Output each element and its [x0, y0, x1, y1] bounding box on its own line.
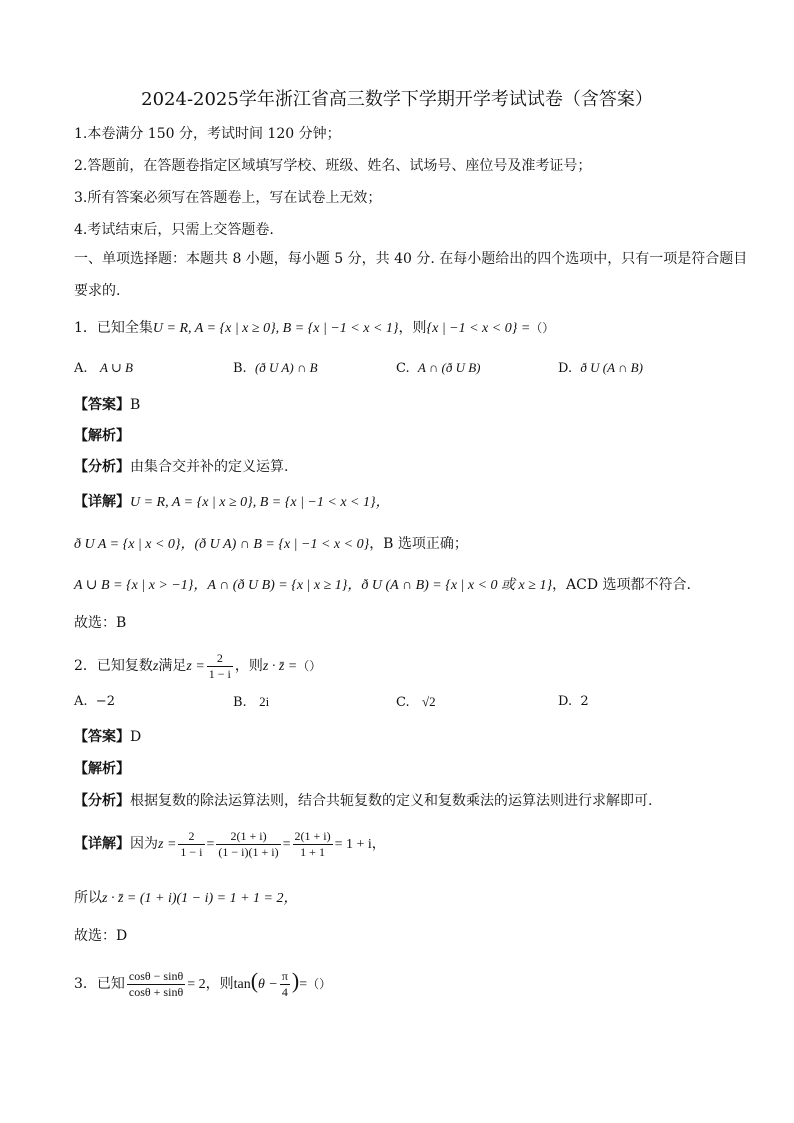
q1-analysis: 【解析】: [74, 428, 130, 444]
question-3: 3．已知 $\frac{\cos\theta - \sin\theta}{\cos\theta + \sin\theta}$ = 2，则tan(θ − $\frac{\pi}{4}$ )=（）: [74, 968, 332, 999]
q2-fenxi: 【分析】根据复数的除法运算法则，结合共轭复数的定义和复数乘法的运算法则进行求解即可.: [74, 793, 653, 809]
q1-prefix: 1．已知全集: [74, 320, 153, 336]
instruction-2: 2.答题前，在答题卷指定区域填写学校、班级、姓名、试场号、座位号及准考证号；: [74, 158, 592, 174]
q1-mid: ，则: [398, 320, 427, 336]
q1-target: {x | −1 < x < 0} =: [426, 321, 531, 336]
q1-option-a: A. A ∪ B: [74, 360, 133, 376]
question-1: [74, 317, 724, 340]
q1-detail-2: ð U A = {x | x < 0}，(ð U A) ∩ B = {x | −1 < x < 0}，B 选项正确；: [74, 536, 468, 552]
q2-option-a: A. −2: [74, 694, 115, 709]
section-heading-cont: 要求的.: [74, 283, 121, 299]
instruction-3: 3.所有答案必须写在答题卷上，写在试卷上无效；: [74, 190, 382, 206]
q2-option-d: D. 2: [558, 694, 589, 709]
q2-option-b: B. 2i: [233, 694, 270, 710]
q1-fenxi: 【分析】由集合交并补的定义运算.: [74, 459, 289, 475]
q1-paren: （）: [530, 321, 555, 335]
q1-choose: 故选：B: [74, 615, 127, 631]
instruction-4: 4.考试结束后，只需上交答题卷.: [74, 222, 274, 238]
q1-option-b: B. (ð U A) ∩ B: [233, 360, 318, 376]
q2-detail-2: 所以z · z̄ = (1 + i)(1 − i) = 1 + 1 = 2，: [74, 890, 298, 906]
q2-option-c: C. √2: [396, 694, 436, 710]
question-2: 2．已知复数z满足z = $\frac{2}{1 - i}$ ，则z · z̄ =（）: [74, 650, 322, 681]
q2-answer: 【答案】D: [74, 729, 142, 745]
instruction-1: 1.本卷满分 150 分，考试时间 120 分钟；: [74, 126, 341, 142]
q1-detail-1: 【详解】U = R, A = {x | x ≥ 0}, B = {x | −1 < x < 1}，: [74, 494, 390, 510]
q1-option-d: D. ð U (A ∩ B): [558, 360, 643, 376]
q1-sets: U = R, A = {x | x ≥ 0}, B = {x | −1 < x < 1}: [152, 321, 399, 336]
q2-detail-1: 【详解】因为z = $\frac{2}{1 - i}$ = $\frac{2(1 + i)}{(1 - i)(1 + i)}$ = $\frac{2(1 + i)}{1 + 1}$ = 1 + i，: [74, 828, 386, 859]
q1-answer: 【答案】B: [74, 397, 141, 413]
q1-option-c: C. A ∩ (ð U B): [396, 360, 481, 376]
section-heading: 一、单项选择题：本题共 8 小题，每小题 5 分，共 40 分. 在每小题给出的四个选项中，只有一项是符合题目: [74, 251, 748, 267]
q2-choose: 故选：D: [74, 928, 128, 944]
page-title: 2024-2025学年浙江省高三数学下学期开学考试试卷（含答案）: [141, 89, 653, 110]
q2-analysis: 【解析】: [74, 761, 130, 777]
q1-detail-3: A ∪ B = {x | x > −1}，A ∩ (ð U B) = {x | x ≥ 1}，ð U (A ∩ B) = {x | x < 0 或 x ≥ 1}，ACD 选项都不符合.: [74, 577, 692, 593]
